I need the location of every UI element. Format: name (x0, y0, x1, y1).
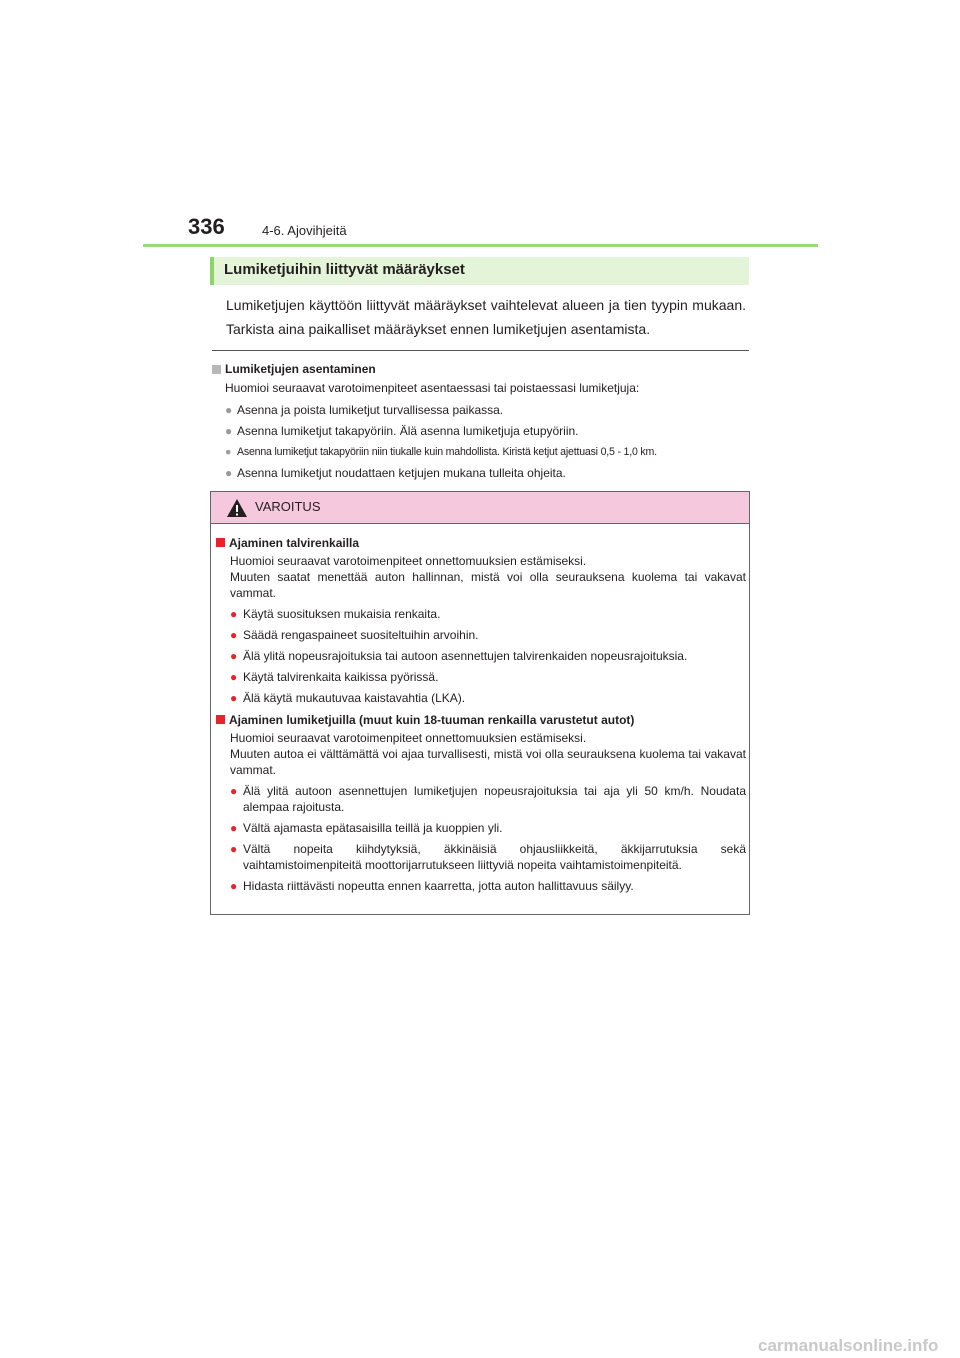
warning-item (230, 690, 746, 706)
list-item (225, 465, 752, 481)
bullet-icon: ● (230, 649, 238, 663)
square-bullet-icon (216, 538, 225, 547)
header-rule (143, 244, 818, 247)
bullet-icon: ● (230, 842, 238, 856)
warning-item (230, 648, 746, 664)
bullet-icon: ● (225, 403, 233, 417)
intro-paragraph: Lumiketjujen käyttöön liittyvät määräykset vaihtelevat alueen ja tien tyypin mukaan. Tarkista aina paikalliset määräykset ennen lumiketjujen asentamista. (226, 297, 746, 337)
bullet-icon: ● (225, 446, 232, 458)
install-section (212, 361, 752, 481)
section-label: 4-6. Ajovihjeitä (262, 223, 347, 238)
warning-section-title-text: Ajaminen lumiketjuilla (muut kuin 18-tuuman renkailla varustetut autot) (229, 713, 635, 727)
bullet-icon: ● (230, 879, 238, 893)
warning-body (216, 535, 746, 894)
square-bullet-icon (212, 365, 221, 374)
bullet-icon: ● (225, 424, 233, 438)
warning-item (230, 783, 746, 815)
page-number: 336 (188, 214, 225, 239)
list-item-text: Asenna ja poista lumiketjut turvallisessa paikassa. (237, 403, 504, 417)
warning-item (230, 669, 746, 685)
square-bullet-icon (216, 715, 225, 724)
warning-item-text: Käytä suosituksen mukaisia renkaita. (243, 607, 441, 621)
warning-item (230, 820, 746, 836)
heading-title: Lumiketjuihin liittyvät määräykset (224, 261, 465, 278)
warning-section-title-text: Ajaminen talvirenkailla (229, 536, 360, 550)
bullet-icon: ● (230, 628, 238, 642)
warning-paragraph: Muuten autoa ei välttämättä voi ajaa turvallisesti, mistä voi olla seurauksena kuolema tai vakavat vammat. (230, 747, 746, 777)
install-title (212, 361, 752, 377)
bullet-icon: ● (230, 821, 238, 835)
warning-paragraph: Huomioi seuraavat varotoimenpiteet onnettomuuksien estämiseksi. (230, 554, 587, 568)
warning-item-text: Käytä talvirenkaita kaikissa pyörissä. (243, 670, 439, 684)
warning-item-text: Säädä rengaspaineet suositeltuihin arvoihin. (243, 628, 479, 642)
warning-item (230, 878, 746, 894)
warning-section-title (216, 535, 746, 551)
bullet-icon: ● (230, 691, 238, 705)
install-title-text: Lumiketjujen asentaminen (225, 362, 376, 376)
warning-item-text: Älä käytä mukautuvaa kaistavahtia (LKA). (243, 691, 466, 705)
warning-item-text: Vältä ajamasta epätasaisilla teillä ja kuoppien yli. (243, 821, 503, 835)
warning-box (210, 491, 750, 915)
install-intro: Huomioi seuraavat varotoimenpiteet asentaessasi tai poistaessasi lumiketjuja: (225, 381, 640, 395)
warning-header (211, 492, 749, 524)
warning-item-text: Hidasta riittävästi nopeutta ennen kaarretta, jotta auton hallittavuus säilyy. (243, 879, 634, 893)
warning-item-text: Älä ylitä nopeusrajoituksia tai autoon asennettujen talvirenkaiden nopeusrajoituksia. (243, 649, 688, 663)
warning-item-text: Vältä nopeita kiihdytyksiä, äkkinäisiä ohjausliikkeitä, äkkijarrutuksia sekä vaihtamistoimenpiteitä moottorijarrutukseen liittyviä nopeita vaihtamistoimenpiteitä. (243, 842, 746, 872)
divider (212, 350, 749, 351)
list-item-text: Asenna lumiketjut takapyöriin niin tiukalle kuin mahdollista. Kiristä ketjut ajettuasi 0,5 - 1,0 km. (237, 446, 657, 458)
bullet-icon: ● (230, 670, 238, 684)
warning-title: VAROITUS (255, 499, 321, 514)
warning-item-text: Älä ylitä autoon asennettujen lumiketjujen nopeusrajoituksia tai aja yli 50 km/h. Noudata alempaa rajoitusta. (243, 784, 746, 814)
watermark[interactable]: carmanualsonline.info (758, 1336, 939, 1355)
list-item-text: Asenna lumiketjut noudattaen ketjujen mukana tulleita ohjeita. (237, 466, 566, 480)
bullet-icon: ● (230, 784, 238, 798)
warning-triangle-icon (226, 498, 248, 518)
warning-paragraph: Muuten saatat menettää auton hallinnan, mistä voi olla seurauksena kuolema tai vakavat vammat. (230, 570, 746, 600)
list-item (225, 402, 752, 418)
list-item-text: Asenna lumiketjut takapyöriin. Älä asenna lumiketjuja etupyöriin. (237, 424, 579, 438)
warning-paragraph: Huomioi seuraavat varotoimenpiteet onnettomuuksien estämiseksi. (230, 731, 587, 745)
warning-section-title (216, 712, 746, 728)
heading-box (210, 257, 749, 285)
warning-item (230, 606, 746, 622)
warning-item (230, 841, 746, 873)
warning-item (230, 627, 746, 643)
bullet-icon: ● (230, 607, 238, 621)
bullet-icon: ● (225, 466, 233, 480)
list-item (225, 423, 752, 439)
list-item (225, 444, 752, 460)
